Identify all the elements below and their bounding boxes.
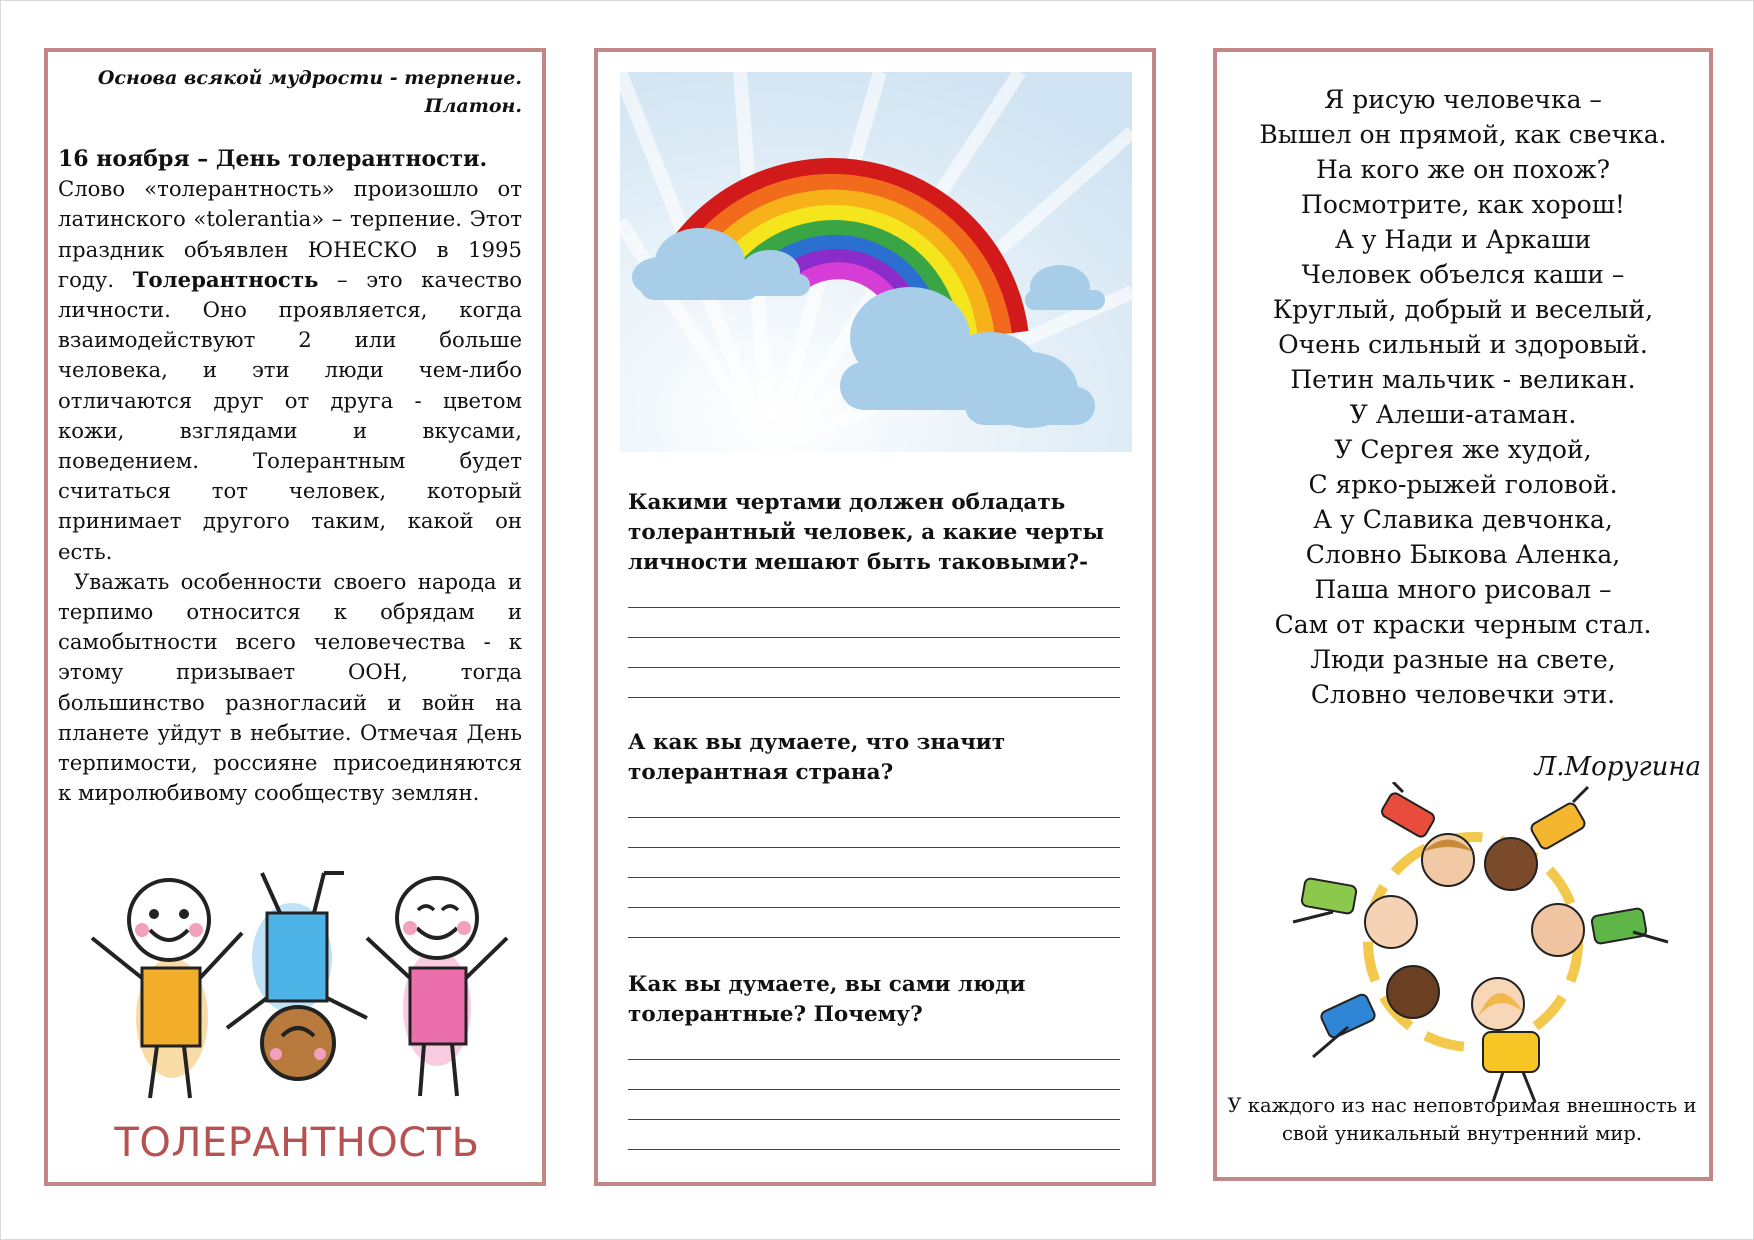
poem-line: Человек объелся каши –	[1301, 260, 1625, 289]
poem-author: Л.Моругина	[1534, 752, 1701, 782]
epigraph-author: Платон.	[424, 95, 522, 117]
answer-line[interactable]	[628, 878, 1120, 908]
left-panel	[44, 48, 546, 1186]
epigraph-quote: Основа всякой мудрости - терпение.	[97, 67, 522, 89]
poem-line: А у Славика девчонка,	[1313, 505, 1613, 534]
answer-line[interactable]	[628, 608, 1120, 638]
question-block-1	[628, 488, 1120, 698]
article-paragraph-1	[58, 174, 522, 567]
children-circle-illustration	[1273, 782, 1673, 1118]
poem-line: Петин мальчик - великан.	[1290, 365, 1636, 394]
poem-line: Сам от краски черным стал.	[1274, 610, 1652, 639]
poem-line: Очень сильный и здоровый.	[1278, 330, 1648, 359]
answer-line[interactable]	[628, 1090, 1120, 1120]
poem-line: Посмотрите, как хорош!	[1301, 190, 1625, 219]
poem-line: Круглый, добрый и веселый,	[1272, 295, 1654, 324]
poem-line: На кого же он похож?	[1315, 155, 1611, 184]
poem-line: У Алеши-атаман.	[1349, 400, 1577, 429]
poem-line: Словно Быкова Аленка,	[1305, 540, 1621, 569]
poem-line: Паша много рисовал –	[1314, 575, 1612, 604]
article-text	[58, 144, 522, 808]
rainbow-illustration	[620, 72, 1132, 452]
answer-line[interactable]	[628, 638, 1120, 668]
answer-line[interactable]	[628, 848, 1120, 878]
answer-line[interactable]	[628, 1030, 1120, 1060]
poem-line: Вышел он прямой, как свечка.	[1259, 120, 1667, 149]
question-block-3	[628, 970, 1120, 1150]
question-1: Какими чертами должен обладать толерантный человек, а какие черты личности мешают быть таковыми?-	[628, 490, 1105, 575]
paragraph-1-intro: Слово «толерантность» произошло от латинского «tolerantia» – терпение. Этот праздник объявлен ЮНЕСКО в 1995 году.	[58, 176, 522, 292]
article-paragraph-2: Уважать особенности своего народа и терпимо относится к обрядам и самобытности всего человечества - к этому призывает ООН, тогда большинство разногласий и войн на планете уйдут в небытие. Отмечая День терпимости, россияне присоединяются к миролюбивому сообществу землян.	[58, 568, 522, 806]
poem-line: С ярко-рыжей головой.	[1308, 470, 1618, 499]
term-tolerance: Толерантность	[132, 266, 319, 292]
answer-line[interactable]	[628, 668, 1120, 698]
epigraph	[98, 64, 522, 120]
poem-line: Люди разные на свете,	[1310, 645, 1616, 674]
paragraph-1-definition: – это качество личности. Оно проявляется, когда взаимодействуют 2 или больше человека, и эти люди чем-либо отличаются друг от друга - цветом кожи, взглядами и вкусами, поведением. Толерантным будет считаться тот человек, который принимает другого таким, какой он есть.	[58, 266, 522, 564]
poem-line: Словно человечки эти.	[1310, 680, 1616, 709]
poem	[1217, 82, 1709, 712]
poem-line: У Сергея же худой,	[1334, 435, 1592, 464]
poem-line: Я рисую человечка –	[1324, 85, 1602, 114]
right-panel	[1213, 48, 1713, 1181]
middle-panel	[594, 48, 1156, 1186]
answer-line[interactable]	[628, 578, 1120, 608]
answer-line[interactable]	[628, 1060, 1120, 1090]
question-2: А как вы думаете, что значит толерантная страна?	[628, 730, 1006, 785]
answer-line[interactable]	[628, 788, 1120, 818]
tolerance-caption: ТОЛЕРАНТНОСТЬ	[114, 1120, 480, 1166]
answer-line[interactable]	[628, 1120, 1120, 1150]
poem-line: А у Нади и Аркаши	[1334, 225, 1592, 254]
answer-line[interactable]	[628, 818, 1120, 848]
tolerance-kids-illustration	[62, 858, 532, 1168]
article-heading: 16 ноября – День толерантности.	[58, 146, 488, 172]
stick-figures-drawing	[62, 858, 532, 1108]
question-block-2	[628, 728, 1120, 938]
answer-line[interactable]	[628, 908, 1120, 938]
question-3: Как вы думаете, вы сами люди толерантные? Почему?	[628, 972, 1026, 1027]
bottom-caption: У каждого из нас неповторимая внешность и свой уникальный внутренний мир.	[1227, 1094, 1697, 1145]
